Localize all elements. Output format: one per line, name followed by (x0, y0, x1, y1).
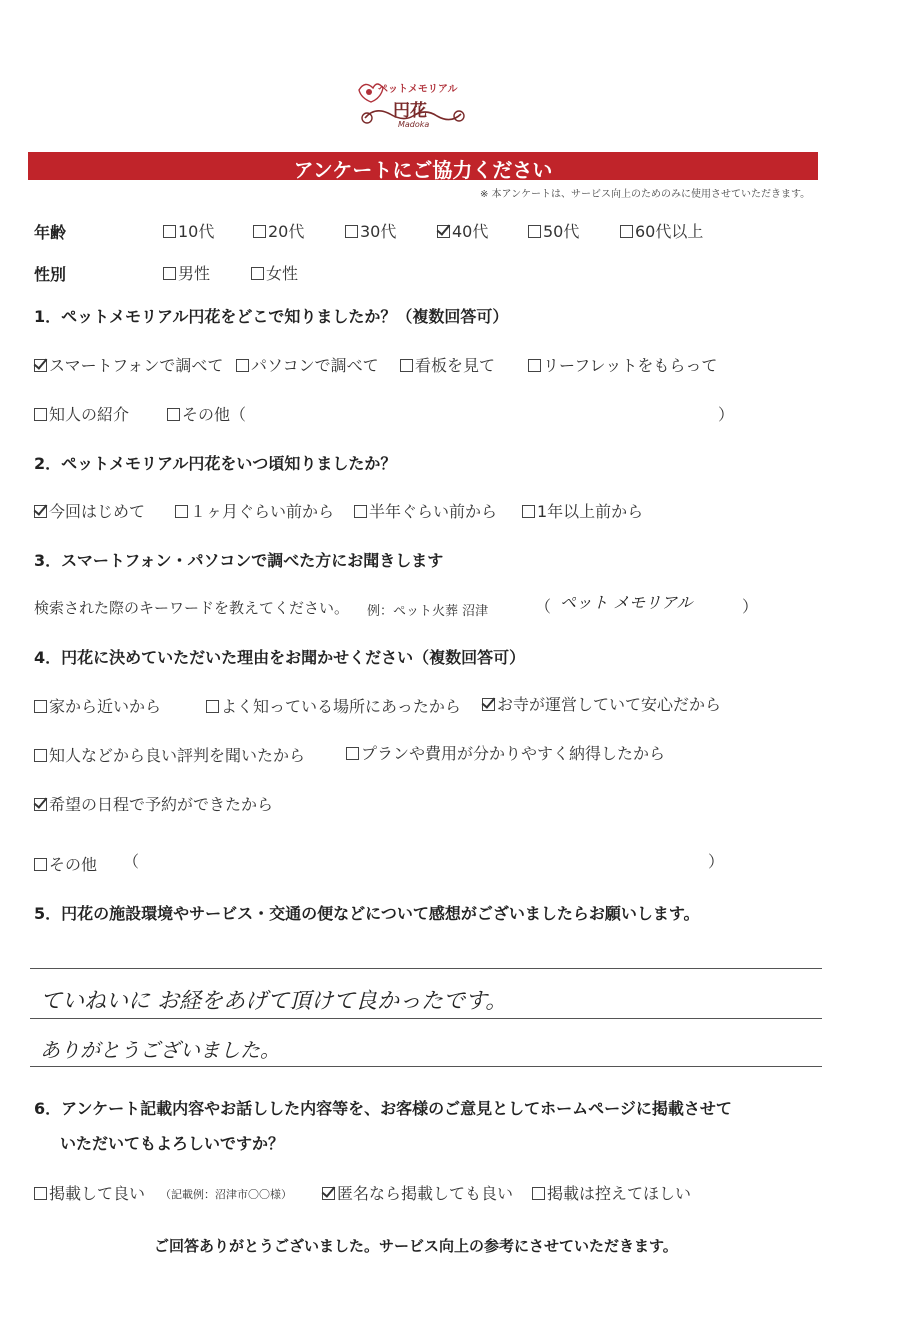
q2-option-half-year[interactable]: 半年ぐらい前から (354, 499, 497, 522)
q1-option-other[interactable]: その他（ (167, 402, 246, 425)
checkbox-icon (163, 225, 176, 238)
age-option-30s[interactable]: 30代 (345, 219, 396, 242)
q3-answer[interactable]: ペット メモリアル (560, 593, 693, 612)
q4-other-close-paren: ） (708, 852, 725, 871)
gender-option-female[interactable]: 女性 (251, 261, 298, 284)
survey-title: アンケートにご協力ください (293, 158, 553, 182)
checkbox-checked-icon (322, 1187, 335, 1200)
checkbox-icon (346, 747, 359, 760)
checkbox-icon (34, 408, 47, 421)
q2-option-1-year-plus[interactable]: 1年以上前から (522, 499, 643, 522)
q4-option-clear-pricing[interactable]: プランや費用が分かりやすく納得したから (346, 741, 665, 764)
q4-option-good-reputation[interactable]: 知人などから良い評判を聞いたから (34, 743, 305, 766)
checkbox-icon (620, 225, 633, 238)
age-option-40s[interactable]: 40代 (437, 219, 488, 242)
answer-rule-2 (30, 1018, 822, 1019)
question-3-title: 3．スマートフォン・パソコンで調べた方にお聞きします (34, 551, 444, 570)
age-option-10s[interactable]: 10代 (163, 219, 214, 242)
checkbox-icon (253, 225, 266, 238)
checkbox-checked-icon (482, 698, 495, 711)
q1-option-referral[interactable]: 知人の紹介 (34, 402, 129, 425)
title-banner (28, 152, 818, 180)
logo-subtitle: ペットメモリアル (378, 84, 458, 95)
checkbox-icon (167, 408, 180, 421)
gender-option-male[interactable]: 男性 (163, 261, 210, 284)
checkbox-icon (236, 359, 249, 372)
age-option-50s[interactable]: 50代 (528, 219, 579, 242)
q5-answer-line-2[interactable]: ありがとうございました。 (40, 1038, 280, 1062)
q4-option-close-to-home[interactable]: 家から近いから (34, 694, 161, 717)
q3-close-paren: ） (742, 597, 759, 616)
q6-option-do-not-publish[interactable]: 掲載は控えてほしい (532, 1181, 691, 1204)
question-4-title: 4．円花に決めていただいた理由をお聞かせください（複数回答可） (34, 648, 526, 667)
privacy-note: ※ 本アンケートは、サービス向上のためのみに使用させていただきます。 (480, 189, 811, 200)
checkbox-icon (522, 505, 535, 518)
question-1-title: 1．ペットメモリアル円花をどこで知りましたか？（複数回答可） (34, 307, 509, 326)
question-2-title: 2．ペットメモリアル円花をいつ頃知りましたか？ (34, 454, 397, 473)
checkbox-icon (354, 505, 367, 518)
q6-option-anonymous[interactable]: 匿名なら掲載しても良い (322, 1181, 513, 1204)
question-6-title-line-1: 6．アンケート記載内容やお話しした内容等を、お客様のご意見としてホームページに掲載させて (34, 1099, 732, 1118)
age-option-60s-plus[interactable]: 60代以上 (620, 219, 703, 242)
q5-answer-line-1[interactable]: ていねいに お経をあげて頂けて良かったです。 (40, 989, 508, 1014)
q4-other-open-paren: （ (123, 852, 140, 871)
logo-roman: Madoka (398, 120, 430, 129)
checkbox-icon (34, 749, 47, 762)
age-option-20s[interactable]: 20代 (253, 219, 304, 242)
q3-example: 例：ペット火葬 沼津 (367, 604, 489, 619)
q2-option-1-month[interactable]: １ヶ月ぐらい前から (175, 499, 334, 522)
checkbox-icon (34, 858, 47, 871)
answer-rule-3 (30, 1066, 822, 1067)
logo-title: 円花 (393, 101, 427, 121)
checkbox-icon (345, 225, 358, 238)
q2-option-first-time[interactable]: 今回はじめて (34, 499, 145, 522)
q4-option-other[interactable]: その他 (34, 852, 97, 875)
checkbox-checked-icon (34, 359, 47, 372)
q3-open-paren: （ (535, 597, 552, 616)
checkbox-icon (34, 1187, 47, 1200)
checkbox-icon (163, 267, 176, 280)
checkbox-icon (400, 359, 413, 372)
checkbox-checked-icon (34, 505, 47, 518)
checkbox-icon (528, 225, 541, 238)
q1-option-signboard[interactable]: 看板を見て (400, 353, 495, 376)
q1-other-close-paren: ） (718, 405, 735, 424)
q4-option-known-place[interactable]: よく知っている場所にあったから (206, 694, 461, 717)
q3-prompt: 検索された際のキーワードを教えてください。 (34, 599, 350, 617)
q1-option-leaflet[interactable]: リーフレットをもらって (528, 353, 717, 376)
question-5-title: 5．円花の施設環境やサービス・交通の便などについて感想がございましたらお願いします。 (34, 904, 700, 923)
q4-option-preferred-date[interactable]: 希望の日程で予約ができたから (34, 792, 273, 815)
answer-rule-1 (30, 968, 822, 969)
checkbox-icon (251, 267, 264, 280)
gender-label: 性別 (34, 265, 67, 284)
checkbox-checked-icon (437, 225, 450, 238)
question-6-title-line-2: いただいてもよろしいですか？ (60, 1134, 285, 1153)
checkbox-icon (528, 359, 541, 372)
checkbox-icon (532, 1187, 545, 1200)
q4-option-temple-run[interactable]: お寺が運営していて安心だから (482, 692, 721, 715)
q6-example: （記載例：沼津市〇〇様） (160, 1188, 292, 1201)
checkbox-checked-icon (34, 798, 47, 811)
q1-option-smartphone[interactable]: スマートフォンで調べて (34, 353, 223, 376)
checkbox-icon (175, 505, 188, 518)
checkbox-icon (34, 700, 47, 713)
checkbox-icon (206, 700, 219, 713)
q6-option-ok-to-publish[interactable]: 掲載して良い (34, 1181, 145, 1204)
thank-you-footer: ご回答ありがとうございました。サービス向上の参考にさせていただきます。 (154, 1237, 678, 1255)
q1-option-pc[interactable]: パソコンで調べて (236, 353, 379, 376)
age-label: 年齢 (34, 223, 67, 242)
